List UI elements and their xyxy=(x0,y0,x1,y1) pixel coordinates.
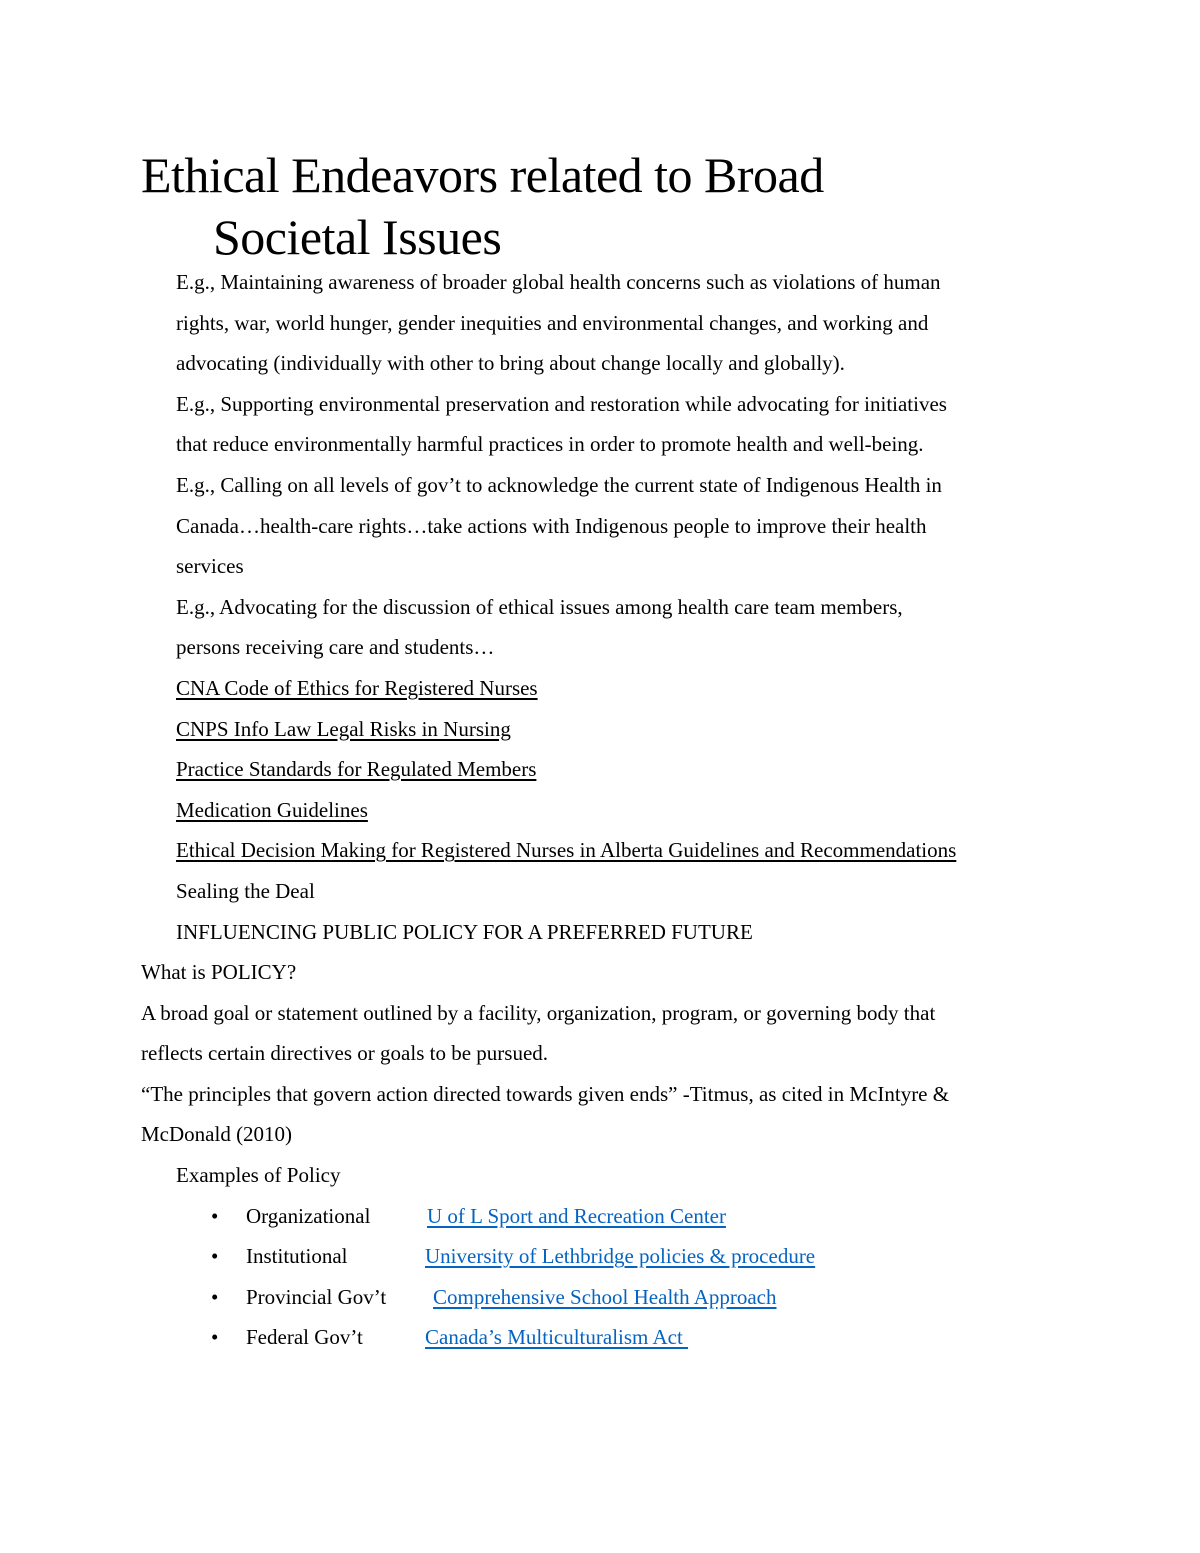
paragraph-line: advocating (individually with other to bring about change locally and globally). xyxy=(176,351,845,376)
list-item xyxy=(141,1277,1061,1318)
title-line-1: Ethical Endeavors related to Broad xyxy=(141,147,824,203)
paragraph-line: E.g., Calling on all levels of gov’t to acknowledge the current state of Indigenous Health in xyxy=(176,472,942,497)
example-label: Organizational xyxy=(246,1203,371,1228)
quote-line: McDonald (2010) xyxy=(141,1122,293,1147)
title-line-2: Societal Issues xyxy=(213,209,502,265)
definition-line: reflects certain directives or goals to be pursued. xyxy=(141,1041,549,1066)
sealing-the-deal: Sealing the Deal xyxy=(176,878,315,903)
example-label: Federal Gov’t xyxy=(246,1325,363,1350)
definition-line: A broad goal or statement outlined by a facility, organization, program, or governing body that xyxy=(141,1000,936,1025)
paragraph-line: persons receiving care and students… xyxy=(176,635,495,660)
document-body xyxy=(141,262,1061,1358)
what-is-policy: What is POLICY? xyxy=(141,960,297,985)
example-label: Provincial Gov’t xyxy=(246,1284,387,1309)
example-link-sport-recreation[interactable]: U of L Sport and Recreation Center xyxy=(427,1203,726,1228)
list-item xyxy=(141,1196,1061,1237)
list-item xyxy=(141,1236,1061,1277)
paragraph-line: E.g., Maintaining awareness of broader global health concerns such as violations of human xyxy=(176,270,941,294)
resource-link-cnps-info-law[interactable]: CNPS Info Law Legal Risks in Nursing xyxy=(176,716,511,741)
paragraph-line: E.g., Advocating for the discussion of ethical issues among health care team members, xyxy=(176,594,903,619)
paragraph-line: that reduce environmentally harmful practices in order to promote health and well-being. xyxy=(176,432,924,457)
policy-heading: INFLUENCING PUBLIC POLICY FOR A PREFERRED FUTURE xyxy=(176,919,753,944)
list-item xyxy=(141,1317,1061,1358)
page-title xyxy=(141,144,824,268)
resource-link-ethical-decision-making[interactable]: Ethical Decision Making for Registered Nurses in Alberta Guidelines and Recommendations xyxy=(176,838,957,863)
example-link-school-health[interactable]: Comprehensive School Health Approach xyxy=(433,1284,777,1309)
paragraph-line: E.g., Supporting environmental preservation and restoration while advocating for initiatives xyxy=(176,391,947,416)
resource-link-cna-code[interactable]: CNA Code of Ethics for Registered Nurses xyxy=(176,675,538,700)
paragraph-line: Canada…health-care rights…take actions with Indigenous people to improve their health xyxy=(176,513,927,538)
paragraph-line: rights, war, world hunger, gender inequities and environmental changes, and working and xyxy=(176,310,929,335)
example-link-uleth-policies[interactable]: University of Lethbridge policies & procedure xyxy=(425,1244,816,1269)
bullet-icon: • xyxy=(211,1284,219,1309)
example-link-multiculturalism-act[interactable]: Canada’s Multiculturalism Act xyxy=(425,1325,689,1350)
bullet-icon: • xyxy=(211,1325,219,1350)
paragraph-line: services xyxy=(176,554,244,579)
example-label: Institutional xyxy=(246,1244,348,1269)
resource-link-medication-guidelines[interactable]: Medication Guidelines xyxy=(176,797,368,822)
bullet-icon: • xyxy=(211,1203,219,1228)
resource-link-practice-standards[interactable]: Practice Standards for Regulated Members xyxy=(176,757,537,782)
bullet-icon: • xyxy=(211,1244,219,1269)
examples-heading: Examples of Policy xyxy=(176,1163,341,1188)
quote-line: “The principles that govern action directed towards given ends” -Titmus, as cited in McIntyre & xyxy=(141,1081,950,1106)
